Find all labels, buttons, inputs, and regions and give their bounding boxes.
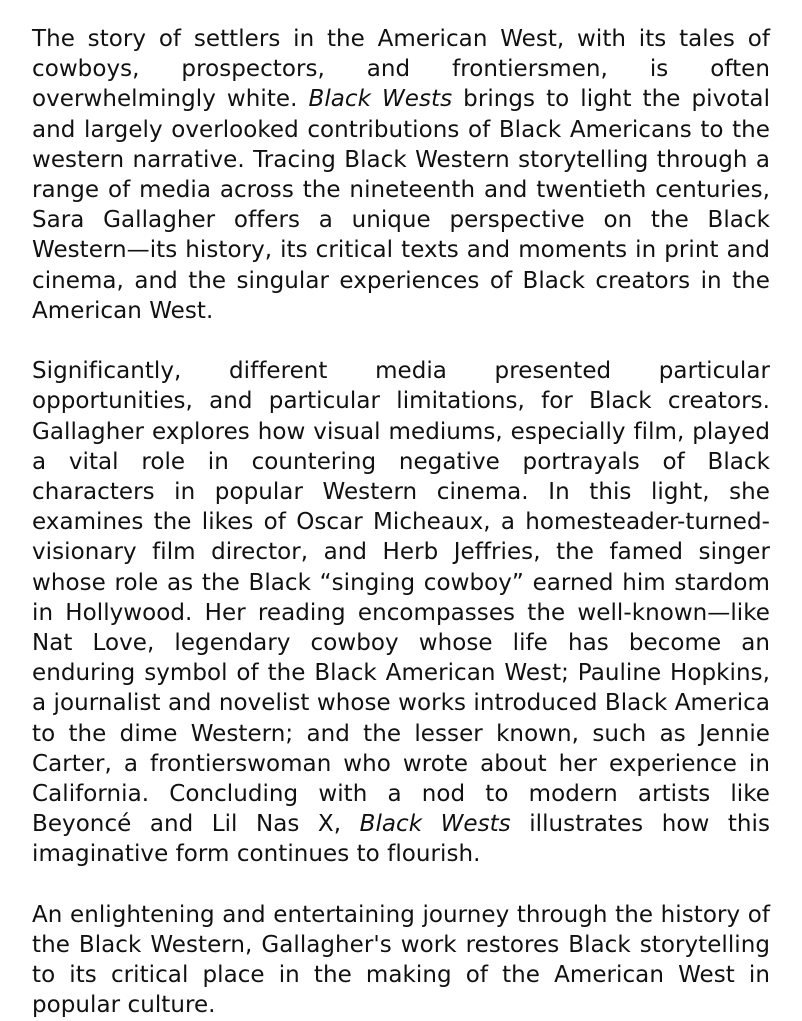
paragraph-media-text-start: Significantly, different media presented particular opportunities, and particular limitations, for Black creators. Gallagher explores how visual mediums, especially film, played a vital role in countering negative portrayals of Black characters in popular Western cinema. In this light, she examines the likes of Oscar Micheaux, a homesteader-turned-visionary film director, and Herb Jeffries, the famed singer whose role as the Black “singing cowboy” earned him stardom in Hollywood. Her reading encompasses the well-known—like Nat Love, legendary cowboy whose life has become an enduring symbol of the Black American West; Pauline Hopkins, a journalist and novelist whose works introduced Black America to the dime Western; and the lesser known, such as Jennie Carter, a frontierswoman who wrote about her experience in California. Concluding with a nod to modern artists like Beyoncé and Lil Nas X,: [32, 358, 770, 838]
paragraph-intro-text-start: The story of settlers in the American West, with its tales of cowboys, prospectors, and frontiersmen, is often overwhelmingly white.: [32, 26, 770, 113]
book-description: [32, 24, 770, 1021]
paragraph-media: [32, 356, 770, 869]
book-title: Black Wests: [308, 86, 453, 113]
paragraph-intro: [32, 24, 770, 326]
paragraph-media-text-end: illustrates how this imaginative form continues to flourish.: [32, 811, 770, 868]
paragraph-intro-text-end: brings to light the pivotal and largely overlooked contributions of Black Americans to the western narrative. Tracing Black Western storytelling through a range of media across the nineteenth and twentieth centuries, Sara Gallagher offers a unique perspective on the Black Western—its history, its critical texts and moments in print and cinema, and the singular experiences of Black creators in the American West.: [32, 86, 771, 324]
book-title: Black Wests: [359, 811, 511, 838]
paragraph-conclusion: An enlightening and entertaining journey through the history of the Black Western, Gallagher's work restores Black storytelling to its critical place in the making of the American West in popular culture.: [32, 901, 770, 1019]
